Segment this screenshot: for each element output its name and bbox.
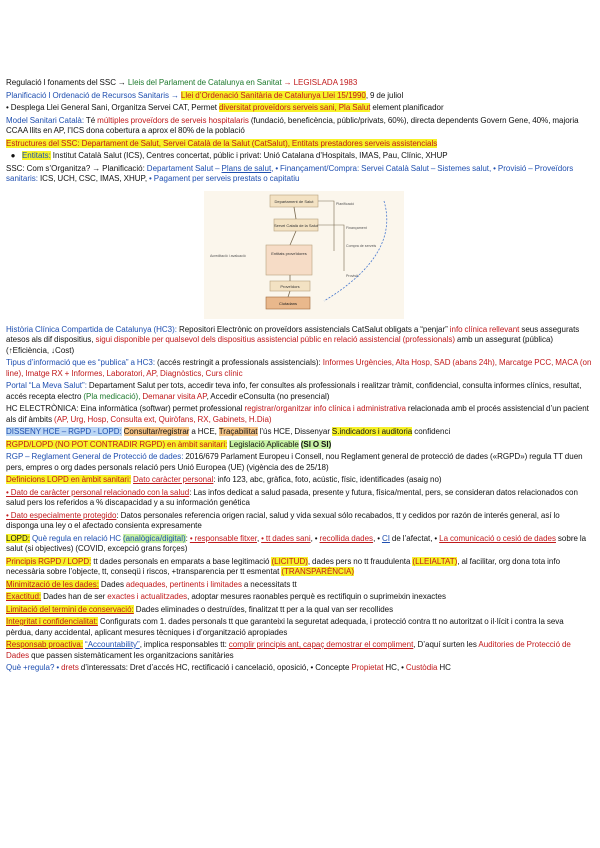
line-organitza xyxy=(6,164,592,185)
text: Exactitud: xyxy=(6,592,42,601)
text: , D’aquí surten les xyxy=(413,640,477,649)
text: (LICITUD) xyxy=(271,556,308,566)
text: Dato caràcter personal xyxy=(133,475,214,484)
text: recollida dades xyxy=(319,533,374,543)
text: Institut Català Salut (ICS), Centres concertat, públic i privat: Unió Catalana d’Hospitals, IMAS, Pau, Clínic, XHUP xyxy=(52,151,448,160)
line-hc3 xyxy=(6,325,592,357)
text: Història Clínica Compartida de Catalunya (HC3): xyxy=(6,324,178,334)
line-responsab xyxy=(6,640,592,661)
text: Minimització de les dades: xyxy=(6,579,99,589)
text: Definicions LOPD en àmbit sanitari: xyxy=(6,475,132,484)
text: • Dato especialmente protegido xyxy=(6,510,117,520)
text: Llei d’Ordenació Sanitària de Catalunya Llei 15/1990 xyxy=(180,90,366,100)
line-dato-salud xyxy=(6,488,592,509)
text: adequades, pertinents i limitades xyxy=(125,579,242,589)
text: , • xyxy=(373,533,381,543)
line-model xyxy=(6,116,592,137)
text: d’interessats: Dret d’accés HC, rectificació i cancelació, oposició, • Concepte xyxy=(80,663,350,672)
text: , implica responsables tt: xyxy=(139,640,227,649)
text: : info 123, abc, gràfica, foto, acústic, físic, identificades (asaig no) xyxy=(213,475,442,484)
text: : Las infos dedicat a salud pasada, presente y futura, física/mental, pers, se consideran datos relacionados con salud pers los referidos a % discapacidad y a su información genética xyxy=(6,487,578,507)
box-label: Entitats proveïdores xyxy=(271,250,307,256)
text: , al facilitar, org dona tota info necessària sobre l’objecte, tt, conseqü i riscos, +transparencia per tt esmentat xyxy=(6,556,561,576)
line-limitacio xyxy=(6,605,592,616)
text: amb un assegurat (pública) (↑Eficiència, ↓Cost) xyxy=(6,335,554,355)
diagram-side-label: Acreditació i avaluació xyxy=(210,253,246,258)
diagram-svg xyxy=(204,191,404,319)
text: Departament Salut per tots, accedir teva info, fer consultes als professionals i realitzar tràmit, confidencial, consulta informes xyxy=(88,381,525,390)
line-regulacio xyxy=(6,78,592,89)
text: de l’afectat, • xyxy=(391,533,438,543)
line-integritat xyxy=(6,617,592,638)
line-lopd-regula xyxy=(6,534,592,555)
text: • tt dades sani xyxy=(261,533,311,543)
text: DISSENY HCE – RGPD - LOPD: xyxy=(6,427,122,436)
bullet-icon: ● xyxy=(10,151,16,160)
text: : Datos personales referencia origen racial, salud y vida sexual sólo recabados, tt y cedidos por razón de interés general, así lo disponga una ley o el afectado consienta expresamente xyxy=(6,510,560,530)
text: , adoptar mesures raonables perquè es rectifiquin o suprimeixin inexactes xyxy=(187,592,446,601)
text: Té xyxy=(85,115,96,125)
text: (accés restringit a professionals assistencials): xyxy=(157,358,321,367)
text: • Dato de caràcter personal relacionado con la salud xyxy=(6,487,190,497)
text: ICS, UCH, CSC, IMAS, XHUP, xyxy=(39,174,148,183)
text: (SI O SI) xyxy=(300,439,332,449)
text: l’ús HCE, Dissenyar xyxy=(259,427,330,436)
text: info clínica rellevant xyxy=(449,324,520,334)
text: exactes i actualitzades xyxy=(107,592,188,601)
text: Integritat i confidencialitat: xyxy=(6,617,98,626)
text: S.indicadors i auditoria xyxy=(331,427,413,436)
text: element planificador xyxy=(372,103,444,112)
text: → LEGISLADA 1983 xyxy=(283,78,358,87)
text: Dades eliminades o destruïdes, finalitzat tt per a la qual van ser recollides xyxy=(135,604,394,614)
line-planificacio xyxy=(6,91,592,102)
text: (analògica/digital) xyxy=(122,533,186,543)
text: Informes Urgències, Alta Hosp, SAD (abans 24h), Marcatge PCC, MACA (on line), Imatge RX + Informes, Laboratori, AP, Diagnòstics, Curs clínic xyxy=(6,358,592,378)
line-disseny xyxy=(6,427,592,438)
text: Tipus d’informació que es “publica” a HC3: xyxy=(6,358,156,367)
text: , xyxy=(256,533,260,543)
text: , • xyxy=(310,533,318,543)
line-rgp xyxy=(6,452,592,473)
text: clínics, resultat, accés recepta electro xyxy=(6,381,582,401)
text: Lleis del Parlament de Catalunya en Sanitat xyxy=(127,78,282,87)
text: Dades han de ser xyxy=(43,592,106,601)
diagram-label: Planificació xyxy=(336,201,355,206)
text: (Pla medicació), xyxy=(83,391,141,401)
text: RGPD/LOPD (NO POT CONTRADIR RGPD) en àmbit sanitari: xyxy=(6,439,228,449)
text: confidenci xyxy=(414,427,451,436)
text: , 9 de juliol xyxy=(365,90,404,100)
text: , Accedir eConsulta xyxy=(206,391,275,401)
line-principis xyxy=(6,557,592,578)
text: drets xyxy=(61,663,79,672)
line-desplega xyxy=(6,103,592,114)
text: relacionada amb el procés assistencial d’un pacient als dif àmbits xyxy=(6,404,589,424)
line-rgpd-lopd xyxy=(6,440,592,451)
text: tt dades personals en emparats a base legitimació xyxy=(93,556,270,566)
text: SSC: Com s’Organitza? → Planificació: xyxy=(6,163,145,173)
text: CI xyxy=(381,533,390,543)
text: Limitació del termini de conservació: xyxy=(6,604,134,614)
text: sigui disponible per qualsevol dels dispositius assistencial públic en relació assistencial (professionals) xyxy=(95,335,456,344)
text: : xyxy=(185,533,188,543)
diagram-label: Compra de serveis xyxy=(346,243,377,248)
text: • Pagament per serveis prestats o capitatiu xyxy=(149,174,300,183)
text: diversitat proveïdors serveis sani, Pla Salut xyxy=(218,103,371,112)
text: múltiples proveïdors de serveis hospitalaris xyxy=(97,115,249,125)
text: 2016/679 Parlament Europeu i Consell, nou Reglament general de protecció de dades («RGPD») regula TT duen pers, empres o org dades personals relació pers Unió Europea (UE) (vigència des de 25/18) xyxy=(6,452,583,472)
text: a HCE, xyxy=(191,427,217,436)
line-dato-protegido xyxy=(6,511,592,532)
text: Configurats com 1. dades personals tt que garanteixi la seguretat adequada, i protecció contra tt no autoritzat o il·lícit i contra la seva pèrdua, dany accidental, aplicant mesures tècniques i d’organització apropiades xyxy=(6,617,564,637)
text: Departament Salut – xyxy=(146,163,220,173)
text: Dades xyxy=(100,579,124,589)
text: Consultar/registrar xyxy=(123,427,190,436)
line-entitats xyxy=(6,151,592,162)
text: que passen sistemàticament les organitzacions sanitàries xyxy=(31,650,234,660)
text: HC, • xyxy=(385,663,404,672)
text: seus assegurats atesos als dif dispositius, xyxy=(6,324,580,344)
text: a necessitats tt xyxy=(243,579,297,589)
text: Què +regula? • xyxy=(6,663,60,672)
text: La comunicació o cesió de dades xyxy=(439,533,556,543)
box-label: Departament de Salut xyxy=(274,198,314,204)
text: LOPD: xyxy=(6,533,31,543)
text: Legislació Aplicable xyxy=(229,439,299,449)
text: , • Finançament/Compra: Servei Català Salut – Sistemes salut, • Provisió – Proveïdors sanitaris: xyxy=(6,163,574,183)
box-label: Ciutadans xyxy=(278,300,298,306)
line-que-regula xyxy=(6,663,592,674)
text: Responsab proactiva: xyxy=(6,640,84,649)
text: “Accountability” xyxy=(85,640,140,649)
text: Demanar visita AP xyxy=(142,391,207,401)
text: Propietat xyxy=(351,663,384,672)
text: registrar/organitzar info clínica i administrativa xyxy=(244,404,406,413)
diagram-label: Finançament xyxy=(346,225,367,230)
text: Estructures del SSC: Departament de Salut, Servei Català de la Salut (CatSalut), Entitats prestadores serveis assistencials xyxy=(6,138,438,148)
line-definicions xyxy=(6,475,592,486)
text: HC ELECTRÒNICA: Eina informàtica (softwar) permet professional xyxy=(6,404,243,413)
text: (TRANSPARÈNCIA) xyxy=(281,567,355,576)
text: Model Sanitari Català: xyxy=(6,115,85,125)
text: (AP, Urg, Hosp, Consulta ext, Quiròfans, RX, Gabinets, H.Dia) xyxy=(54,414,272,424)
text: Portal “La Meva Salut”: xyxy=(6,381,87,390)
text: • responsable fitxer xyxy=(189,533,257,543)
organization-diagram xyxy=(204,191,404,319)
text: Entitats: xyxy=(21,151,51,160)
box-entitats xyxy=(266,245,312,275)
diagram-label: Provisió xyxy=(346,273,359,278)
line-estructures xyxy=(6,139,592,150)
text: (LLEIALTAT) xyxy=(412,556,458,566)
text: • Desplega Llei General Sani, Organitza Servei CAT, Permet xyxy=(6,103,218,112)
line-exactitud xyxy=(6,592,592,603)
text: Auditories de Protecció de Dades xyxy=(6,640,571,660)
line-hce xyxy=(6,404,592,425)
text: complir principis ant, capaç demostrar el compliment xyxy=(228,640,414,649)
text: RGP – Reglament General de Protecció de dades: xyxy=(6,452,184,461)
text: Principis RGPD / LOPD: xyxy=(6,556,92,566)
text: Planificació I Ordenació de Recursos Sanitaris → xyxy=(6,90,179,100)
line-portal xyxy=(6,381,592,402)
text: (no presencial) xyxy=(276,391,330,401)
text: Repositori Electrònic on proveïdors assistencials CatSalut obligats a “penjar” xyxy=(178,324,448,334)
text: Custòdia xyxy=(405,663,438,672)
text: HC xyxy=(439,663,451,672)
line-tipus-info xyxy=(6,358,592,379)
box-label: Proveïdors xyxy=(280,283,300,289)
text: Plans de salut xyxy=(221,163,272,173)
line-minimitzacio xyxy=(6,580,592,591)
text: sobre la salut (si objectives) (COVID, excepció grans forçes) xyxy=(6,533,587,553)
text: Traçabilitat xyxy=(218,427,258,436)
text: Regulació I fonaments del SSC → xyxy=(6,78,126,87)
text: Què regula en relació HC xyxy=(31,533,122,543)
box-label: Servei Català de la Salut xyxy=(273,222,319,228)
text: , dades pers no tt fraudulenta xyxy=(307,556,411,566)
text: (fundació, beneficència, públic/privats, 60%), directa dependents Govern Gene, 40%, majoria CCAA llits en AP, l’ICS dona cobertura a aprox el 80% de la població xyxy=(6,115,579,135)
document-page xyxy=(6,78,592,676)
